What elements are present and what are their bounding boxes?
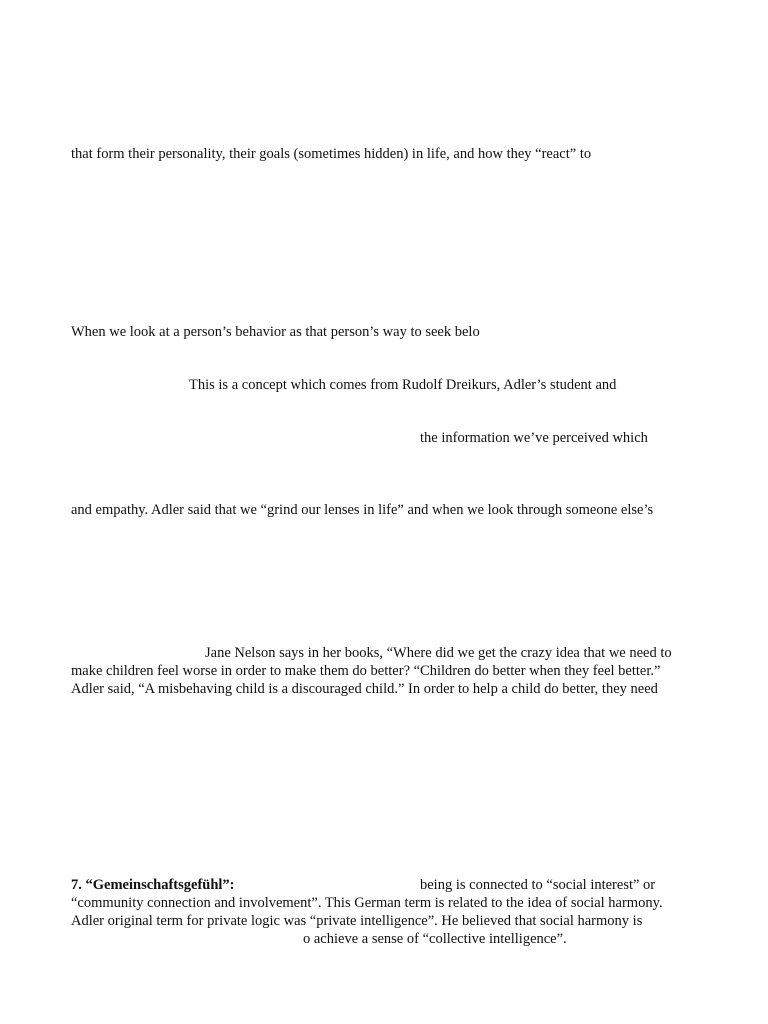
- text-line: When we look at a person’s behavior as that person’s way to seek belo: [71, 324, 480, 340]
- text-line: “community connection and involvement”. This German term is related to the idea of social harmony.: [71, 895, 663, 911]
- text-line: Adler said, “A misbehaving child is a discouraged child.” In order to help a child do better, they need: [71, 681, 658, 697]
- text-line: Jane Nelson says in her books, “Where did we get the crazy idea that we need to: [205, 645, 672, 661]
- section-heading: 7. “Gemeinschaftsgefühl”:: [71, 877, 235, 893]
- text-line: that form their personality, their goals (sometimes hidden) in life, and how they “react” to: [71, 146, 592, 162]
- text-line: Adler original term for private logic was “private intelligence”. He believed that social harmony is: [71, 913, 643, 929]
- text-line: o achieve a sense of “collective intelligence”.: [303, 931, 567, 947]
- text-line: being is connected to “social interest” or: [420, 877, 656, 893]
- text-line: and empathy. Adler said that we “grind our lenses in life” and when we look through someone else’s: [71, 502, 654, 518]
- text-line: the information we’ve perceived which: [420, 430, 648, 446]
- text-line: make children feel worse in order to make them do better? “Children do better when they feel better.”: [71, 663, 661, 679]
- text-line: This is a concept which comes from Rudolf Dreikurs, Adler’s student and: [189, 377, 617, 393]
